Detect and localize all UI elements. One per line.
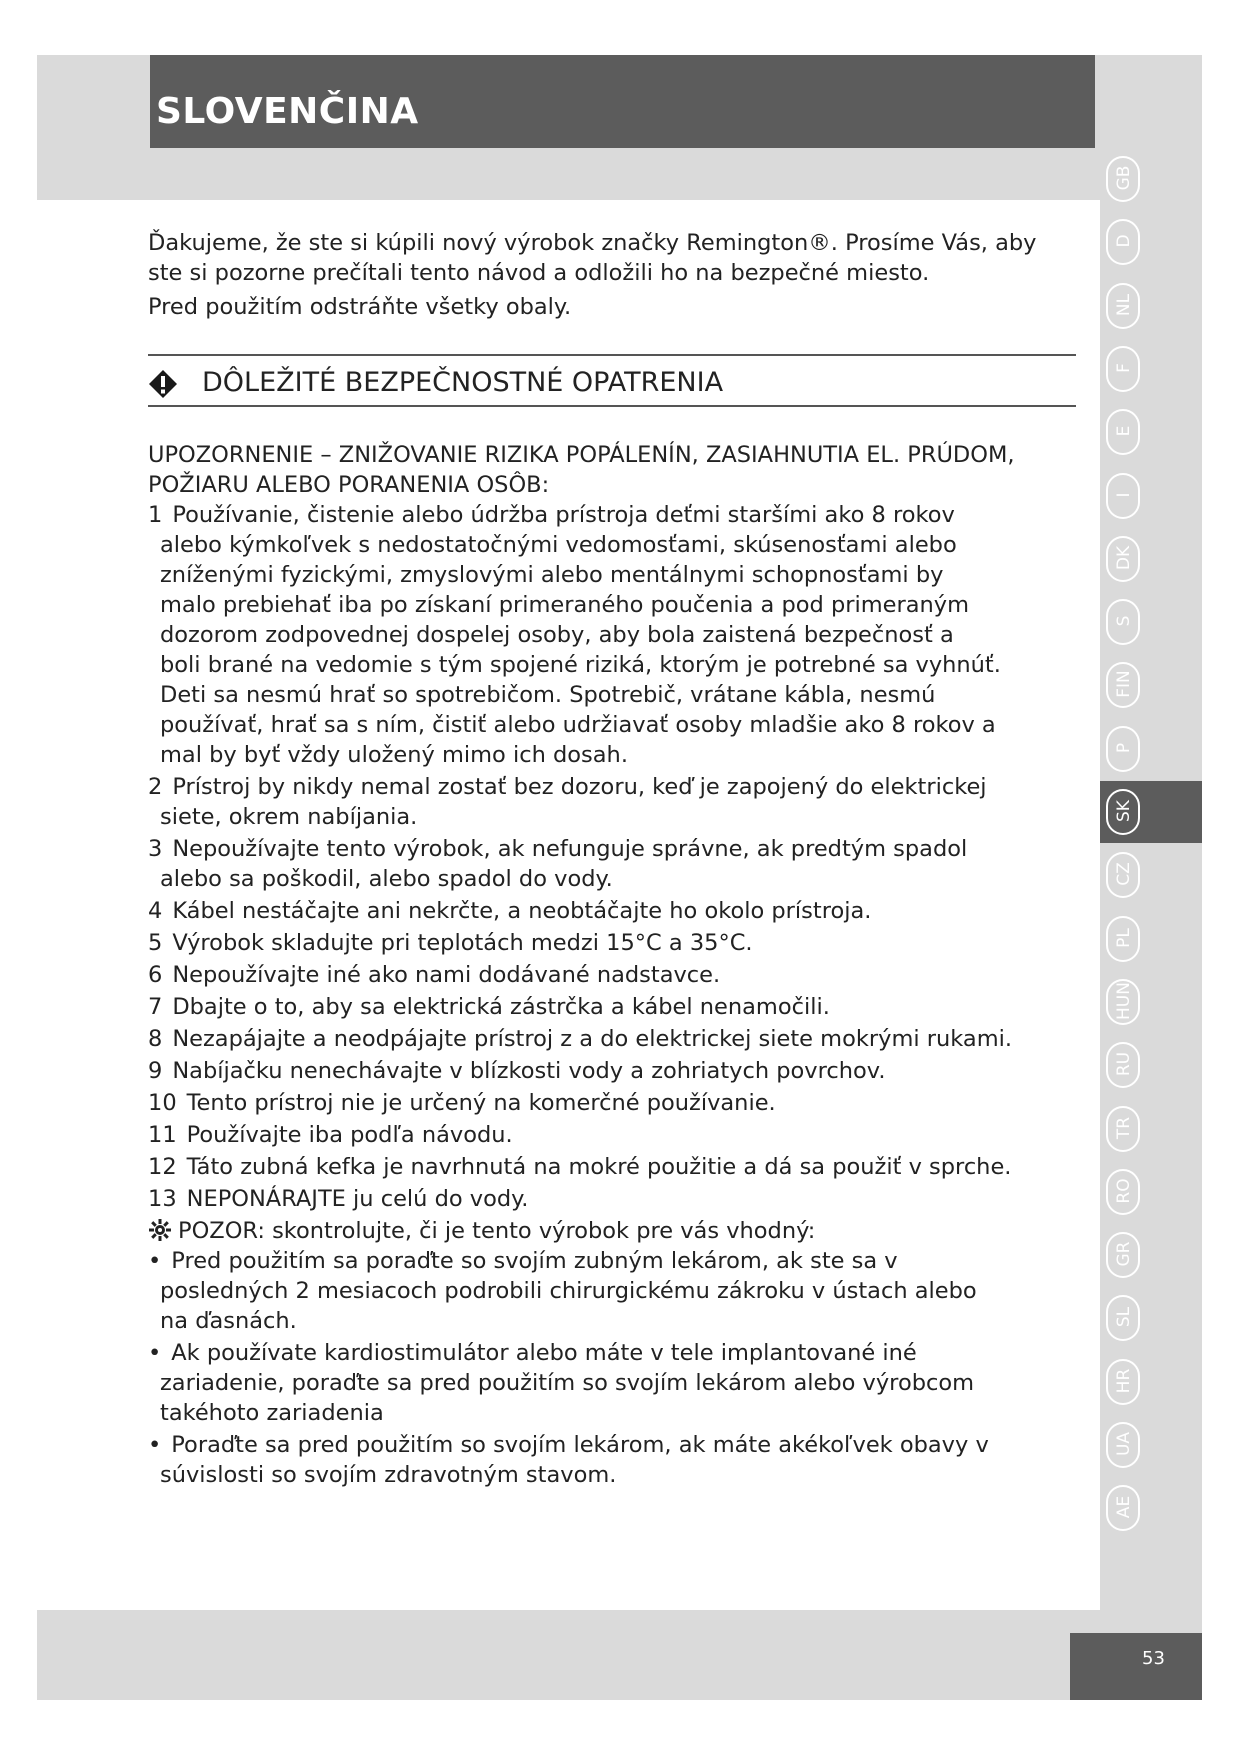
caution-bullet (148, 1338, 1078, 1428)
bullet-dot: • (148, 1432, 162, 1458)
item-number: 5 (148, 930, 163, 956)
item-number: 13 (148, 1186, 177, 1212)
safety-item (148, 1152, 1078, 1182)
safety-item-line: Deti sa nesmú hrať so spotrebičom. Spotrebič, vrátane kábla, nesmú (160, 682, 936, 708)
language-code: D (1114, 234, 1134, 248)
safety-item-line (148, 1152, 1078, 1182)
item-text: Výrobok skladujte pri teplotách medzi 15°C a 35°C. (172, 930, 753, 956)
caution-bullet-line: na ďasnách. (160, 1308, 297, 1334)
language-tab-hr[interactable] (1100, 1351, 1202, 1413)
bullet-dot: • (148, 1248, 162, 1274)
language-code: E (1114, 425, 1134, 437)
intro-paragraph (148, 228, 1078, 322)
language-code: PL (1114, 927, 1134, 948)
language-code: SK (1114, 800, 1134, 822)
item-text: Prístroj by nikdy nemal zostať bez dozoru, keď je zapojený do elektrickej (172, 774, 987, 800)
item-text: Nabíjačku nenechávajte v blízkosti vody a zohriatych povrchov. (172, 1058, 886, 1084)
language-tab-gb[interactable] (1100, 148, 1202, 210)
safety-item-line (148, 1024, 1078, 1054)
safety-item (148, 500, 1078, 770)
item-number: 8 (148, 1026, 163, 1052)
item-number: 10 (148, 1090, 177, 1116)
item-text: Nezapájajte a neodpájajte prístroj z a do elektrickej siete mokrými rukami. (172, 1026, 1013, 1052)
language-code: I (1114, 492, 1134, 498)
item-text: Používajte iba podľa návodu. (186, 1122, 513, 1148)
language-code: GB (1114, 165, 1134, 191)
safety-item (148, 928, 1078, 958)
safety-item (148, 772, 1078, 832)
safety-item-line (148, 772, 1078, 802)
safety-item (148, 1184, 1078, 1214)
header-bar (150, 55, 1095, 148)
caution-bullet (148, 1246, 1078, 1336)
safety-item-line (148, 834, 1078, 864)
safety-item (148, 1024, 1078, 1054)
language-code: HUN (1114, 981, 1134, 1020)
warning-line: POŽIARU ALEBO PORANENIA OSÔB: (148, 472, 550, 498)
safety-item-line (148, 992, 1078, 1022)
item-text: Nepoužívajte iné ako nami dodávané nadstavce. (172, 962, 721, 988)
language-tab-hun[interactable] (1100, 971, 1202, 1033)
language-code: RO (1114, 1178, 1134, 1204)
language-code: P (1114, 742, 1134, 753)
caution-bullet-line: súvislosti so svojím zdravotným stavom. (160, 1462, 617, 1488)
item-number: 11 (148, 1122, 177, 1148)
language-tab-s[interactable] (1100, 591, 1202, 653)
item-number: 3 (148, 836, 163, 862)
language-tab-ru[interactable] (1100, 1034, 1202, 1096)
item-text: Táto zubná kefka je navrhnutá na mokré použitie a dá sa použiť v sprche. (186, 1154, 1012, 1180)
safety-body (148, 440, 1078, 1492)
language-code: S (1114, 615, 1134, 627)
language-code: CZ (1114, 862, 1134, 887)
language-code: HR (1114, 1368, 1134, 1393)
safety-item-line (148, 1184, 1078, 1214)
language-code: TR (1114, 1116, 1134, 1139)
language-code: GR (1114, 1241, 1134, 1267)
item-number: 4 (148, 898, 163, 924)
caution-bullet-line (148, 1338, 1078, 1368)
caution-line (148, 1216, 1078, 1246)
item-text: Tento prístroj nie je určený na komerčné používanie. (186, 1090, 776, 1116)
bullet-dot: • (148, 1340, 162, 1366)
language-tab-f[interactable] (1100, 338, 1202, 400)
safety-item-line (148, 1120, 1078, 1150)
language-tab-ae[interactable] (1100, 1477, 1202, 1539)
language-tab-dk[interactable] (1100, 528, 1202, 590)
safety-item (148, 834, 1078, 894)
language-tab-sk[interactable] (1100, 781, 1202, 843)
language-tab-cz[interactable] (1100, 844, 1202, 906)
caution-bullet-line: takéhoto zariadenia (160, 1400, 384, 1426)
safety-item (148, 960, 1078, 990)
language-tab-p[interactable] (1100, 718, 1202, 780)
language-code: FIN (1114, 670, 1134, 699)
language-tab-pl[interactable] (1100, 908, 1202, 970)
warning-diamond-icon (148, 369, 178, 399)
page-number: 53 (1142, 1648, 1165, 1669)
item-text: Dbajte o to, aby sa elektrická zástrčka a kábel nenamočili. (172, 994, 830, 1020)
language-tab-nl[interactable] (1100, 275, 1202, 337)
language-code: F (1114, 363, 1134, 373)
item-number: 7 (148, 994, 163, 1020)
safety-item-line: zníženými fyzickými, zmyslovými alebo mentálnymi schopnosťami by (160, 562, 944, 588)
item-number: 2 (148, 774, 163, 800)
safety-item-line (148, 896, 1078, 926)
safety-item-line: siete, okrem nabíjania. (160, 804, 418, 830)
item-text: NEPONÁRAJTE ju celú do vody. (186, 1186, 529, 1212)
language-tab-e[interactable] (1100, 401, 1202, 463)
bullet-text: Pred použitím sa poraďte so svojím zubným lekárom, ak ste sa v (171, 1248, 898, 1274)
language-code: SL (1114, 1307, 1134, 1328)
item-text: Nepoužívajte tento výrobok, ak nefunguje správne, ak predtým spadol (172, 836, 968, 862)
warning-line: UPOZORNENIE – ZNIŽOVANIE RIZIKA POPÁLENÍN, ZASIAHNUTIA EL. PRÚDOM, (148, 442, 1015, 468)
safety-item-line (148, 1088, 1078, 1118)
safety-item (148, 1056, 1078, 1086)
caution-bullet (148, 1430, 1078, 1490)
safety-item (148, 896, 1078, 926)
safety-item-line: mal by byť vždy uložený mimo ich dosah. (160, 742, 628, 768)
item-number: 6 (148, 962, 163, 988)
page-number-box (1070, 1633, 1202, 1700)
caution-text: POZOR: skontrolujte, či je tento výrobok pre vás vhodný: (178, 1218, 816, 1244)
safety-item-line: dozorom zodpovednej dospelej osoby, aby bola zaistená bezpečnosť a (160, 622, 954, 648)
gear-icon (148, 1218, 172, 1242)
language-code: NL (1114, 293, 1134, 316)
safety-item-line: alebo sa poškodil, alebo spadol do vody. (160, 866, 613, 892)
language-tab-ua[interactable] (1100, 1414, 1202, 1476)
item-text: Kábel nestáčajte ani nekrčte, a neobtáčajte ho okolo prístroja. (172, 898, 872, 924)
item-number: 9 (148, 1058, 163, 1084)
safety-item-line: malo prebiehať iba po získaní primeraného poučenia a pod primeraným (160, 592, 970, 618)
language-code: DK (1114, 545, 1134, 570)
language-tab-fin[interactable] (1100, 654, 1202, 716)
caution-bullet-line (148, 1430, 1078, 1460)
caution-bullet-line: posledných 2 mesiacoch podrobili chirurgickému zákroku v ústach alebo (160, 1278, 977, 1304)
caution-bullet-line (148, 1246, 1078, 1276)
safety-item (148, 992, 1078, 1022)
language-tab-sl[interactable] (1100, 1287, 1202, 1349)
safety-item (148, 1120, 1078, 1150)
safety-item (148, 1088, 1078, 1118)
bullet-text: Poraďte sa pred použitím so svojím lekárom, ak máte akékoľvek obavy v (171, 1432, 989, 1458)
bullet-text: Ak používate kardiostimulátor alebo máte v tele implantované iné (171, 1340, 917, 1366)
safety-item-line: alebo kýmkoľvek s nedostatočnými vedomosťami, skúsenosťami alebo (160, 532, 957, 558)
item-number: 1 (148, 502, 163, 528)
language-tab-d[interactable] (1100, 211, 1202, 273)
caution-bullets-list (148, 1246, 1078, 1490)
safety-item-line (148, 500, 1078, 530)
section-title: DÔLEŽITÉ BEZPEČNOSTNÉ OPATRENIA (202, 367, 724, 398)
safety-item-line (148, 960, 1078, 990)
intro-line: Ďakujeme, že ste si kúpili nový výrobok značky Remington®. Prosíme Vás, aby (148, 230, 1037, 256)
language-tab-ro[interactable] (1100, 1161, 1202, 1223)
language-tab-i[interactable] (1100, 465, 1202, 527)
intro-line: Pred použitím odstráňte všetky obaly. (148, 294, 572, 320)
safety-item-line (148, 928, 1078, 958)
language-code: UA (1114, 1431, 1134, 1457)
language-tab-gr[interactable] (1100, 1224, 1202, 1286)
item-number: 12 (148, 1154, 177, 1180)
safety-item-line: boli brané na vedomie s tým spojené riziká, ktorým je potrebné sa vyhnúť. (160, 652, 1001, 678)
intro-line: ste si pozorne prečítali tento návod a odložili ho na bezpečné miesto. (148, 260, 930, 286)
divider-top (148, 354, 1076, 356)
safety-item-line (148, 1056, 1078, 1086)
safety-item-line: používať, hrať sa s ním, čistiť alebo udržiavať osoby mladšie ako 8 rokov a (160, 712, 996, 738)
divider-bottom (148, 405, 1076, 407)
language-tab-tr[interactable] (1100, 1098, 1202, 1160)
item-text: Používanie, čistenie alebo údržba prístroja deťmi staršími ako 8 rokov (172, 502, 955, 528)
page-title: SLOVENČINA (156, 91, 419, 132)
language-tabs (1100, 148, 1202, 1618)
safety-heading (148, 365, 1076, 405)
safety-items-list (148, 500, 1078, 1214)
caution-bullet-line: zariadenie, poraďte sa pred použitím so svojím lekárom alebo výrobcom (160, 1370, 975, 1396)
language-code: RU (1114, 1052, 1134, 1077)
language-code: AE (1114, 1496, 1134, 1519)
